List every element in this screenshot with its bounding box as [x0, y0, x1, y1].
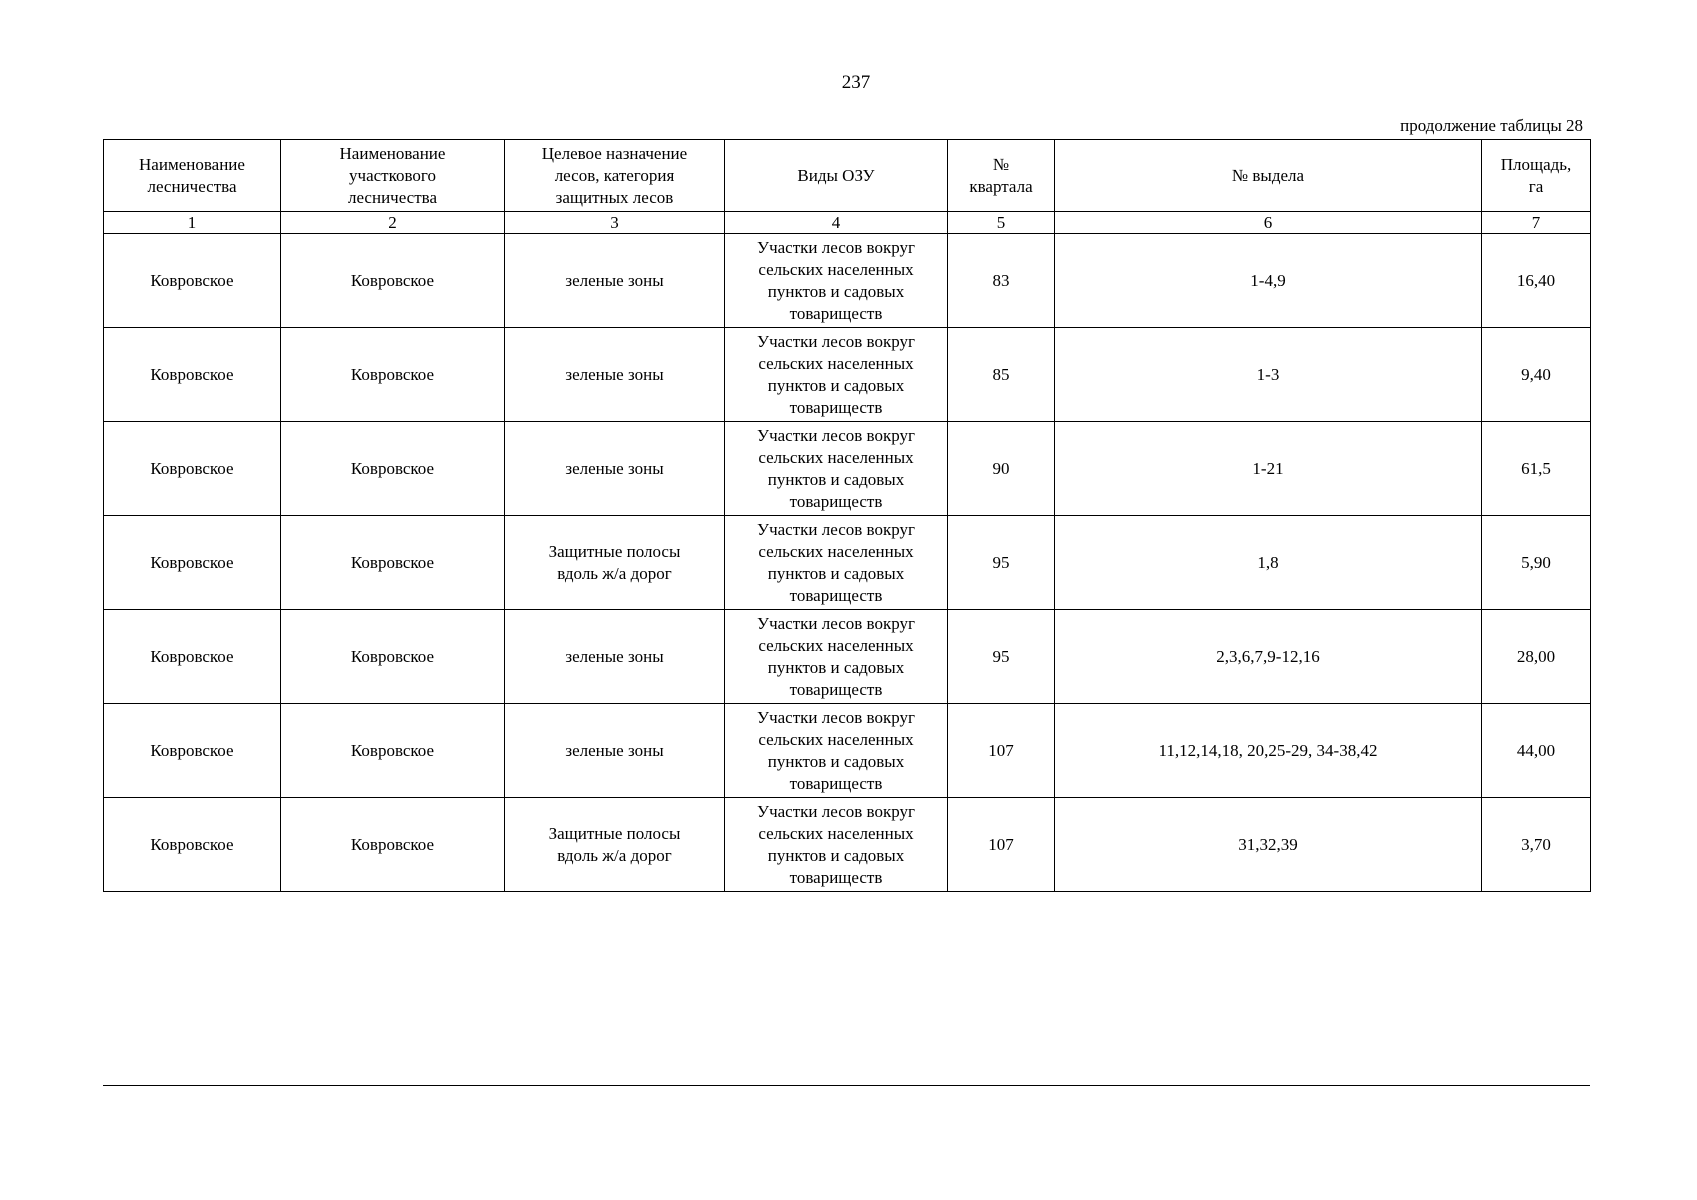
- district-forestry-cell: Ковровское: [281, 422, 505, 516]
- ozu-type-cell-line: пунктов и садовых: [767, 563, 905, 583]
- ozu-type-cell: [725, 328, 948, 422]
- district-forestry-cell: Ковровское: [281, 798, 505, 892]
- ozu-type-cell-line: пунктов и садовых: [767, 281, 905, 301]
- table-continuation-note: продолжение таблицы 28: [1400, 116, 1583, 135]
- ozu-type-cell: [725, 704, 948, 798]
- purpose-cell-line: вдоль ж/а дорог: [557, 563, 672, 583]
- table-row: [104, 610, 1591, 704]
- header-line: лесничества: [147, 176, 237, 196]
- header-line: Целевое назначение: [541, 143, 688, 163]
- quarter-cell: 95: [948, 516, 1055, 610]
- purpose-cell: [505, 516, 725, 610]
- header-line: защитных лесов: [555, 187, 674, 207]
- purpose-cell: [505, 422, 725, 516]
- ozu-type-cell-line: Участки лесов вокруг: [757, 801, 915, 821]
- ozu-type-cell-line: пунктов и садовых: [767, 375, 905, 395]
- quarter-cell: 95: [948, 610, 1055, 704]
- column-header-6: [1055, 140, 1482, 212]
- forestry-cell: Ковровское: [104, 798, 281, 892]
- ozu-type-cell-line: товариществ: [789, 679, 883, 699]
- ozu-type-cell: [725, 798, 948, 892]
- column-number: 5: [948, 212, 1055, 234]
- ozu-type-cell: [725, 234, 948, 328]
- ozu-type-cell-line: сельских населенных: [758, 541, 914, 561]
- allotment-cell: 1,8: [1055, 516, 1482, 610]
- forestry-cell: Ковровское: [104, 328, 281, 422]
- table-row: [104, 516, 1591, 610]
- quarter-cell: 107: [948, 798, 1055, 892]
- column-header-7: [1482, 140, 1591, 212]
- ozu-type-cell-line: Участки лесов вокруг: [757, 331, 915, 351]
- purpose-cell: [505, 234, 725, 328]
- ozu-type-cell-line: сельских населенных: [758, 635, 914, 655]
- ozu-type-cell-line: Участки лесов вокруг: [757, 707, 915, 727]
- quarter-cell: 85: [948, 328, 1055, 422]
- area-cell: 9,40: [1482, 328, 1591, 422]
- table-row: [104, 422, 1591, 516]
- header-line: га: [1528, 176, 1544, 196]
- purpose-cell-line: зеленые зоны: [565, 364, 664, 384]
- forestry-cell: Ковровское: [104, 704, 281, 798]
- district-forestry-cell: Ковровское: [281, 704, 505, 798]
- allotment-cell: 1-4,9: [1055, 234, 1482, 328]
- column-header-3: [505, 140, 725, 212]
- district-forestry-cell: Ковровское: [281, 234, 505, 328]
- district-forestry-cell: Ковровское: [281, 610, 505, 704]
- area-cell: 3,70: [1482, 798, 1591, 892]
- forestry-cell: Ковровское: [104, 234, 281, 328]
- column-header-5: [948, 140, 1055, 212]
- ozu-type-cell-line: пунктов и садовых: [767, 845, 905, 865]
- column-number: 7: [1482, 212, 1591, 234]
- forestry-cell: Ковровское: [104, 610, 281, 704]
- table-header-row: [104, 140, 1591, 212]
- footer-divider: [103, 1085, 1590, 1086]
- allotment-cell: 11,12,14,18, 20,25-29, 34-38,42: [1055, 704, 1482, 798]
- district-forestry-cell: Ковровское: [281, 516, 505, 610]
- forestry-table: [103, 139, 1591, 892]
- ozu-type-cell-line: пунктов и садовых: [767, 751, 905, 771]
- header-line: №: [992, 154, 1010, 174]
- ozu-type-cell-line: сельских населенных: [758, 729, 914, 749]
- ozu-type-cell-line: товариществ: [789, 303, 883, 323]
- column-number: 1: [104, 212, 281, 234]
- column-number: 2: [281, 212, 505, 234]
- column-number-row: [104, 212, 1591, 234]
- header-line: участкового: [349, 165, 436, 185]
- area-cell: 44,00: [1482, 704, 1591, 798]
- ozu-type-cell-line: сельских населенных: [758, 259, 914, 279]
- purpose-cell: [505, 704, 725, 798]
- header-line: № выдела: [1231, 165, 1305, 185]
- ozu-type-cell-line: товариществ: [789, 773, 883, 793]
- quarter-cell: 83: [948, 234, 1055, 328]
- ozu-type-cell-line: товариществ: [789, 491, 883, 511]
- column-number: 4: [725, 212, 948, 234]
- column-number: 6: [1055, 212, 1482, 234]
- header-line: Площадь,: [1500, 154, 1572, 174]
- ozu-type-cell: [725, 516, 948, 610]
- purpose-cell-line: зеленые зоны: [565, 270, 664, 290]
- purpose-cell-line: зеленые зоны: [565, 458, 664, 478]
- area-cell: 61,5: [1482, 422, 1591, 516]
- ozu-type-cell-line: Участки лесов вокруг: [757, 613, 915, 633]
- allotment-cell: 2,3,6,7,9-12,16: [1055, 610, 1482, 704]
- purpose-cell-line: Защитные полосы: [548, 541, 681, 561]
- ozu-type-cell-line: товариществ: [789, 585, 883, 605]
- purpose-cell: [505, 610, 725, 704]
- table-body: [104, 234, 1591, 892]
- forestry-cell: Ковровское: [104, 422, 281, 516]
- ozu-type-cell-line: Участки лесов вокруг: [757, 237, 915, 257]
- area-cell: 5,90: [1482, 516, 1591, 610]
- forestry-cell: Ковровское: [104, 516, 281, 610]
- purpose-cell-line: вдоль ж/а дорог: [557, 845, 672, 865]
- purpose-cell-line: зеленые зоны: [565, 646, 664, 666]
- purpose-cell-line: Защитные полосы: [548, 823, 681, 843]
- ozu-type-cell-line: пунктов и садовых: [767, 657, 905, 677]
- header-line: лесов, категория: [554, 165, 675, 185]
- page-number: 237: [841, 72, 871, 93]
- ozu-type-cell-line: сельских населенных: [758, 447, 914, 467]
- table-row: [104, 234, 1591, 328]
- purpose-cell-line: зеленые зоны: [565, 740, 664, 760]
- header-line: квартала: [969, 176, 1033, 196]
- area-cell: 16,40: [1482, 234, 1591, 328]
- district-forestry-cell: Ковровское: [281, 328, 505, 422]
- purpose-cell: [505, 328, 725, 422]
- header-line: лесничества: [347, 187, 438, 207]
- column-header-4: [725, 140, 948, 212]
- ozu-type-cell-line: пунктов и садовых: [767, 469, 905, 489]
- ozu-type-cell-line: товариществ: [789, 397, 883, 417]
- table-row: [104, 704, 1591, 798]
- table-row: [104, 798, 1591, 892]
- ozu-type-cell-line: Участки лесов вокруг: [757, 519, 915, 539]
- area-cell: 28,00: [1482, 610, 1591, 704]
- allotment-cell: 1-21: [1055, 422, 1482, 516]
- table-row: [104, 328, 1591, 422]
- purpose-cell: [505, 798, 725, 892]
- quarter-cell: 90: [948, 422, 1055, 516]
- ozu-type-cell-line: сельских населенных: [758, 823, 914, 843]
- column-number: 3: [505, 212, 725, 234]
- column-header-1: [104, 140, 281, 212]
- allotment-cell: 1-3: [1055, 328, 1482, 422]
- ozu-type-cell-line: сельских населенных: [758, 353, 914, 373]
- ozu-type-cell-line: Участки лесов вокруг: [757, 425, 915, 445]
- column-header-2: [281, 140, 505, 212]
- ozu-type-cell: [725, 610, 948, 704]
- allotment-cell: 31,32,39: [1055, 798, 1482, 892]
- header-line: Наименование: [139, 154, 245, 174]
- ozu-type-cell-line: товариществ: [789, 867, 883, 887]
- ozu-type-cell: [725, 422, 948, 516]
- quarter-cell: 107: [948, 704, 1055, 798]
- header-line: Виды ОЗУ: [797, 165, 875, 185]
- header-line: Наименование: [339, 143, 446, 163]
